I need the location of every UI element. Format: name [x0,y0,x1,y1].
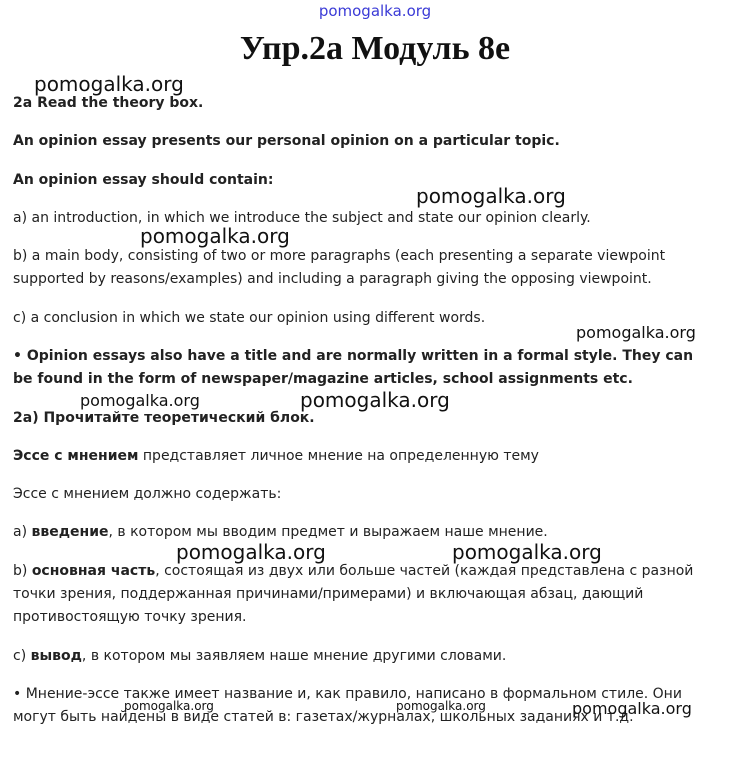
english-should-contain: An opinion essay should contain: [13,172,274,188]
watermark: pomogalka.org [396,699,486,713]
russian-point-b [13,560,713,629]
page-title: Упр.2а Модуль 8е [239,30,511,67]
english-point-b: b) a main body, consisting of two or more paragraphs (each presenting a separate viewpoint supported by reasons/examples) and including a paragraph giving the opposing viewpoint. [13,248,666,287]
watermark: pomogalka.org [176,540,326,564]
english-point-a: a) an introduction, in which we introduce the subject and state our opinion clearly. [13,210,591,226]
watermark: pomogalka.org [416,184,566,208]
watermark: pomogalka.org [572,699,692,718]
russian-should-contain: Эссе с мнением должно содержать: [13,486,282,502]
russian-point-a-term: введение [31,524,109,540]
watermark: pomogalka.org [300,388,450,412]
english-definition: An opinion essay presents our personal opinion on a particular topic. [13,133,560,149]
russian-point-a-text: , в котором мы вводим предмет и выражаем наше мнение. [108,524,548,540]
russian-point-c-text: , в котором мы заявляем наше мнение другими словами. [81,648,507,664]
russian-bullet-note: • Мнение-эссе также имеет название и, как правило, написано в формальном стиле. Они могут быть найдены в виде статей в: газетах/журналах, школьных заданиях и т.д. [13,686,682,725]
russian-point-a [13,521,713,544]
russian-point-b-term: основная часть [31,563,156,579]
watermark: pomogalka.org [34,72,184,96]
russian-heading: 2а) Прочитайте теоретический блок. [13,410,315,426]
watermark: pomogalka.org [576,323,696,342]
english-heading: 2a Read the theory box. [13,95,204,111]
russian-definition [13,445,713,468]
russian-definition-text: представляет личное мнение на определенную тему [138,448,539,464]
watermark: pomogalka.org [80,391,200,410]
russian-definition-term: Эссе с мнением [13,448,139,464]
russian-point-c-term: вывод [30,648,82,664]
russian-point-b-text: , состоящая из двух или больше частей (каждая представлена с разной точки зрения, поддержанная причинами/примерами) и включающая абзац, дающий противостоящую точку зрения. [13,563,694,625]
russian-point-a-prefix: а) [13,524,32,540]
watermark: pomogalka.org [140,224,290,248]
english-bullet-note: • Opinion essays also have a title and are normally written in a formal style. They can be found in the form of newspaper/magazine articles, school assignments etc. [13,348,694,387]
russian-point-c [13,645,713,668]
russian-point-c-prefix: с) [13,648,31,664]
watermark: pomogalka.org [124,699,214,713]
top-site-watermark: pomogalka.org [318,2,432,20]
watermark: pomogalka.org [452,540,602,564]
russian-point-b-prefix: b) [13,563,32,579]
english-point-c: c) a conclusion in which we state our opinion using different words. [13,310,486,326]
